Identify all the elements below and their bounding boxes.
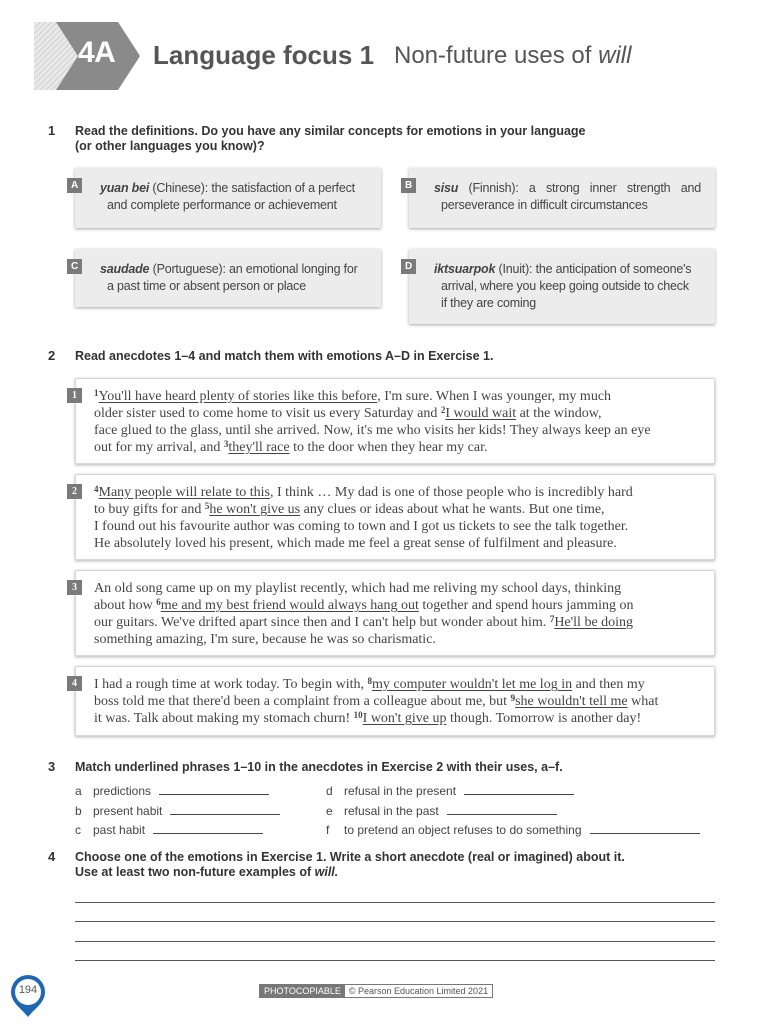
- anecdote-number-badge: 1: [67, 388, 82, 403]
- underlined-phrase: my computer wouldn't let me log in: [372, 677, 573, 692]
- underlined-phrase: she wouldn't tell me: [515, 694, 628, 709]
- anecdote-number-badge: 2: [67, 484, 82, 499]
- definition-card-a: A yuan bei (Chinese): the satisfaction of a perfect and complete performance or achievement: [75, 168, 381, 228]
- page-number-pin-icon: [9, 973, 47, 1019]
- exercise-4-number: 4: [48, 849, 56, 864]
- exercise-2-instruction: Read anecdotes 1–4 and match them with emotions A–D in Exercise 1.: [75, 349, 494, 363]
- answer-blank[interactable]: [447, 803, 557, 815]
- underlined-phrase: he won't give us: [209, 502, 301, 517]
- match-item-b: b present habit: [75, 803, 280, 818]
- page-title: Language focus 1: [153, 40, 375, 70]
- exercise-1-instruction: Read the definitions. Do you have any similar concepts for emotions in your language (or other languages you know)?: [75, 124, 586, 153]
- page-subtitle: Non-future uses of will: [394, 42, 632, 69]
- answer-blank[interactable]: [590, 822, 700, 834]
- definition-term: saudade: [100, 262, 150, 276]
- writing-line[interactable]: [75, 960, 715, 961]
- card-letter-badge: A: [67, 178, 82, 193]
- anecdote-1: 1 $^1$You'll have heard plenty of stories like this before, I'm sure. When I was younger, my much older sister used to come home to visit us every Saturday and $^2$I would wait at the window, face glued to the glass, until she arrived. Now, it's me who visits her kids! They always keep an eye out for my arrival, and $^3$they'll race to the door when they hear my car.: [75, 378, 715, 464]
- definition-term: iktsuarpok: [434, 262, 496, 276]
- underlined-phrase: He'll be doing: [554, 615, 634, 630]
- definition-term: sisu: [434, 181, 459, 195]
- underlined-phrase: me and my best friend would always hang out: [160, 598, 419, 613]
- match-item-a: a predictions: [75, 783, 269, 798]
- card-letter-badge: B: [401, 178, 416, 193]
- answer-blank[interactable]: [170, 803, 280, 815]
- writing-line[interactable]: [75, 902, 715, 903]
- anecdote-number-badge: 4: [67, 676, 82, 691]
- copyright-text: © Pearson Education Limited 2021: [348, 986, 489, 996]
- anecdote-number-badge: 3: [67, 580, 82, 595]
- writing-line[interactable]: [75, 921, 715, 922]
- answer-blank[interactable]: [159, 783, 269, 795]
- match-item-f: f to pretend an object refuses to do something: [326, 822, 700, 837]
- answer-blank[interactable]: [464, 783, 574, 795]
- writing-line[interactable]: [75, 941, 715, 942]
- definition-card-d: D iktsuarpok (Inuit): the anticipation of someone's arrival, where you keep going outside to check if they are coming: [409, 249, 715, 324]
- card-letter-badge: C: [67, 259, 82, 274]
- underlined-phrase: Many people will relate to this: [98, 485, 270, 500]
- underlined-phrase: I would wait: [445, 406, 517, 421]
- answer-blank[interactable]: [153, 822, 263, 834]
- definition-term: yuan bei: [100, 181, 150, 195]
- anecdote-3: 3 An old song came up on my playlist recently, which had me reliving my school days, thinking about how $^6$me and my best friend would always hang out together and spend hours jamming on our guitars. We've drifted apart since then and I can't help but wonder about him. $^7$He'll be doing something amazing, I'm sure, because he was so charismatic.: [75, 570, 715, 656]
- match-item-e: e refusal in the past: [326, 803, 557, 818]
- exercise-2-number: 2: [48, 348, 56, 363]
- anecdote-2: 2 $^4$Many people will relate to this, I think … My dad is one of those people who is incredibly hard to buy gifts for and $^5$he won't give us any clues or ideas about what he wants. But one time, I found out his favourite author was coming to town and I got us tickets to see the talk together. He absolutely loved his present, which made me feel a great sense of fulfilment and pleasure.: [75, 474, 715, 560]
- page-number: 194: [18, 984, 38, 996]
- exercise-3-instruction: Match underlined phrases 1–10 in the anecdotes in Exercise 2 with their uses, a–f.: [75, 760, 563, 774]
- card-letter-badge: D: [401, 259, 416, 274]
- definition-card-c: C saudade (Portuguese): an emotional longing for a past time or absent person or place: [75, 249, 381, 307]
- photocopiable-label: PHOTOCOPIABLE: [260, 985, 345, 997]
- underlined-phrase: You'll have heard plenty of stories like this before: [98, 389, 378, 404]
- exercise-3-number: 3: [48, 759, 56, 774]
- exercise-4-instruction: Choose one of the emotions in Exercise 1. Write a short anecdote (real or imagined) about it. Use at least two non-future examples of will.: [75, 850, 625, 879]
- exercise-1-number: 1: [48, 123, 56, 138]
- underlined-phrase: I won't give up: [362, 711, 447, 726]
- match-item-c: c past habit: [75, 822, 263, 837]
- definition-card-b: B sisu (Finnish): a strong inner strength and perseverance in difficult circumstances: [409, 168, 715, 228]
- unit-label: 4A: [78, 36, 116, 69]
- anecdote-4: 4 I had a rough time at work today. To begin with, $^8$my computer wouldn't let me log in and then my boss told me that there'd been a complaint from a colleague about me, but $^9$she wouldn't tell me what it was. Talk about making my stomach churn! $^{10}$I won't give up though. Tomorrow is another day!: [75, 666, 715, 736]
- underlined-phrase: they'll race: [228, 440, 290, 455]
- copyright-footer: [259, 984, 493, 998]
- match-item-d: d refusal in the present: [326, 783, 574, 798]
